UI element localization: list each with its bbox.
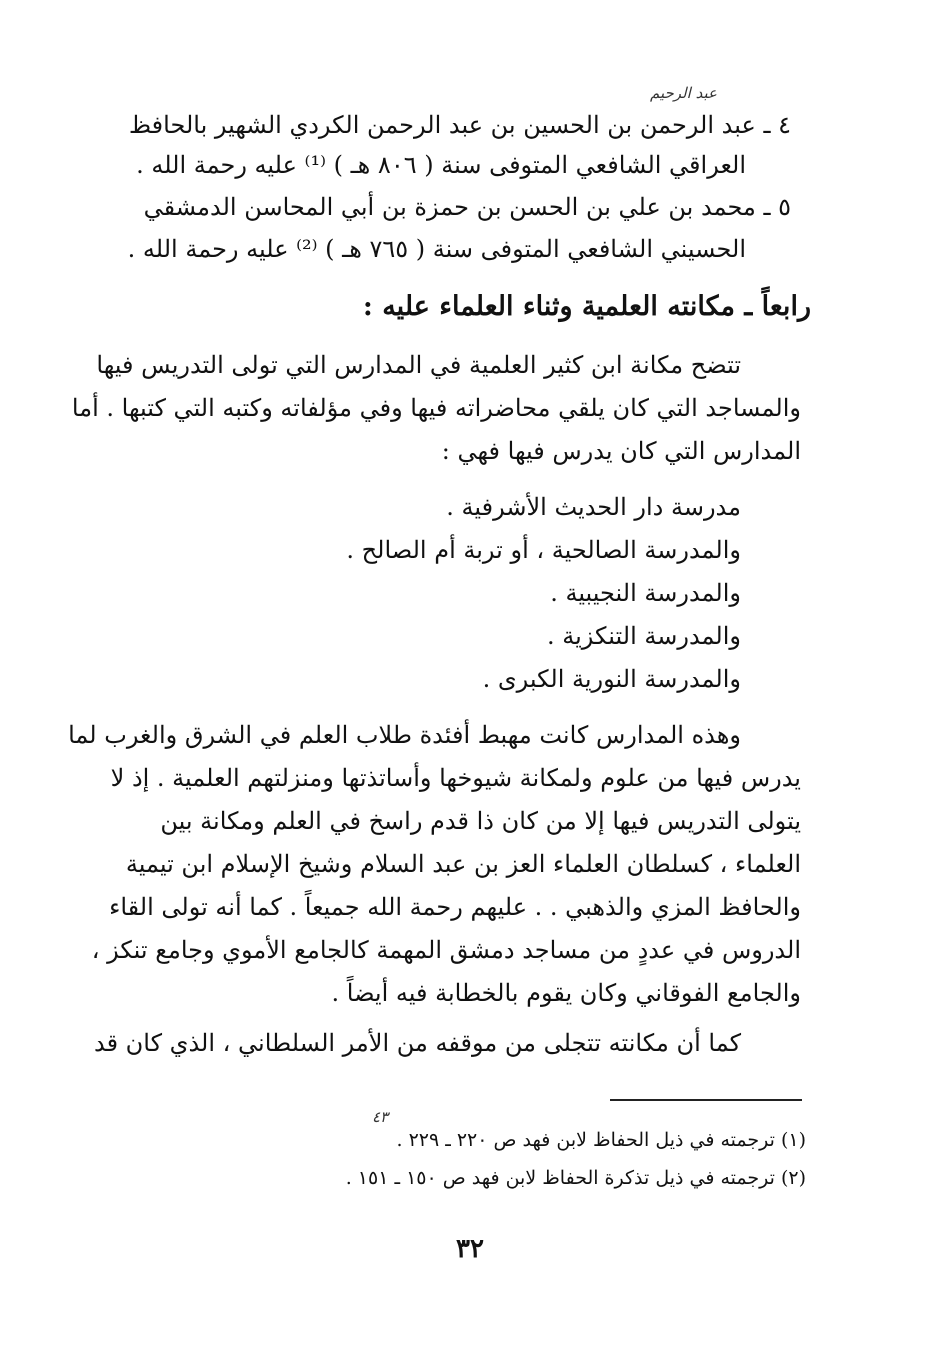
item-4-line-2: العراقي الشافعي المتوفى سنة ( ٨٠٦ هـ ) ⁽¹⁾ عليه رحمة الله . [136, 151, 746, 179]
footnote-2: (٢) ترجمته في ذيل تذكرة الحفاظ لابن فهد ص ١٥٠ ـ ١٥١ . [345, 1167, 806, 1189]
paragraph-2-line-2: يدرس فيها من علوم ولمكانة شيوخها وأساتذتها ومنزلتهم العلمية . إذ لا [110, 764, 801, 792]
footnote-1: (١) ترجمته في ذيل الحفاظ لابن فهد ص ٢٢٠ ـ ٢٢٩ . [396, 1129, 806, 1151]
paragraph-2-line-6: الدروس في عددٍ من مساجد دمشق المهمة كالجامع الأموي وجامع تنكز ، [91, 936, 801, 964]
footnote-divider [610, 1099, 802, 1101]
paragraph-2-line-4: العلماء ، كسلطان العلماء العز بن عبد السلام وشيخ الإسلام ابن تيمية [125, 850, 801, 878]
paragraph-1-line-3: المدارس التي كان يدرس فيها فهي : [441, 437, 801, 465]
item-5-line-2: الحسيني الشافعي المتوفى سنة ( ٧٦٥ هـ ) ⁽²⁾ عليه رحمة الله . [127, 235, 746, 263]
item-5-line-1: ٥ ـ محمد بن علي بن الحسن بن حمزة بن أبي المحاسن الدمشقي [143, 193, 791, 221]
paragraph-1-line-2: والمساجد التي كان يلقي محاضراته فيها وفي مؤلفاته وكتبه التي كتبها . أما [71, 394, 801, 422]
handwritten-footnote-correction: ٤٣ [372, 1108, 389, 1126]
paragraph-1-line-1: تتضح مكانة ابن كثير العلمية في المدارس التي تولى التدريس فيها [96, 351, 741, 379]
page-number: ٣٢ [456, 1234, 484, 1264]
school-item: مدرسة دار الحديث الأشرفية . [446, 493, 741, 521]
paragraph-2-line-5: والحافظ المزي والذهبي . . عليهم رحمة الله جميعاً . كما أنه تولى القاء [109, 893, 801, 921]
school-item: والمدرسة الصالحية ، أو تربة أم الصالح . [346, 536, 741, 564]
handwritten-note: عبد الرحيم [650, 84, 717, 102]
paragraph-2-line-1: وهذه المدارس كانت مهبط أفئدة طلاب العلم في الشرق والغرب لما [68, 721, 741, 749]
school-item: والمدرسة النورية الكبرى . [482, 665, 741, 693]
paragraph-3-line-1: كما أن مكانته تتجلى من موقفه من الأمر السلطاني ، الذي كان قد [93, 1029, 741, 1057]
item-4-line-1: ٤ ـ عبد الرحمن بن الحسين بن عبد الرحمن الكردي الشهير بالحافظ [128, 111, 791, 139]
paragraph-2-line-7: والجامع الفوقاني وكان يقوم بالخطابة فيه أيضاً . [331, 979, 801, 1007]
school-item: والمدرسة التنكزية . [546, 622, 741, 650]
paragraph-2-line-3: يتولى التدريس فيها إلا من كان ذا قدم راسخ في العلم ومكانة بين [160, 807, 801, 835]
section-heading: رابعاً ـ مكانته العلمية وثناء العلماء عليه : [362, 291, 811, 322]
school-item: والمدرسة النجيبية . [550, 579, 741, 607]
